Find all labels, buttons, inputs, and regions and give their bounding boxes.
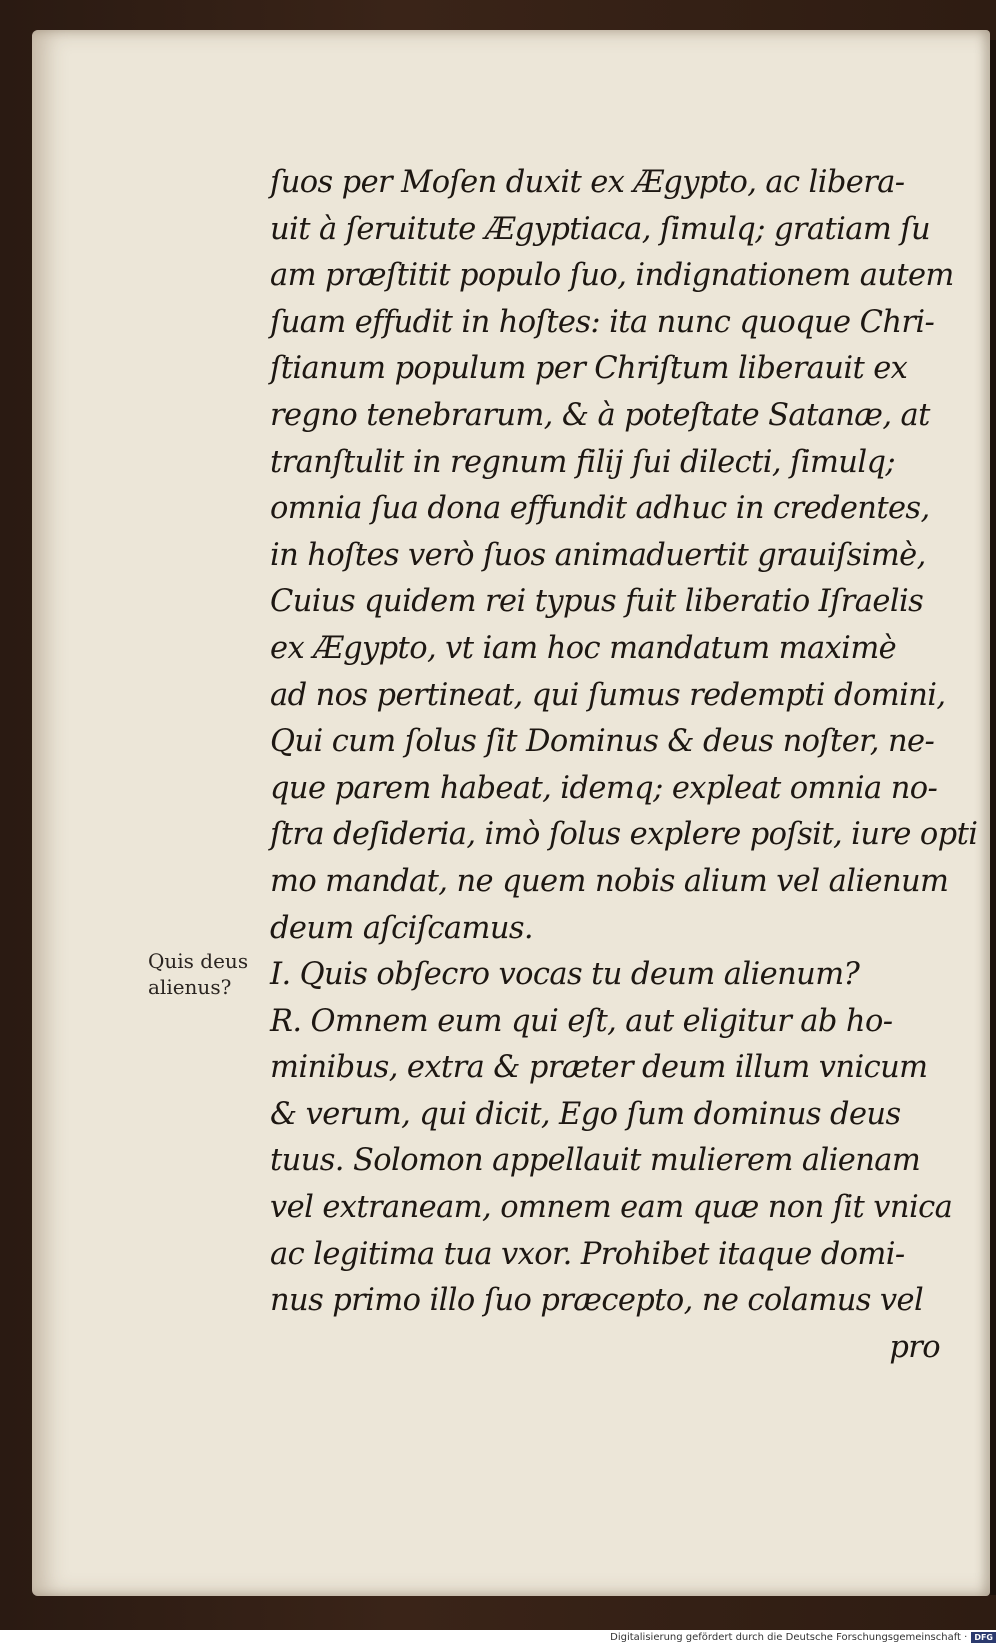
text-line: minibus, extra & præter deum illum vnicum — [270, 1050, 928, 1086]
text-line: I. Quis obſecro vocas tu deum alienum? — [270, 957, 860, 993]
text-line: deum aſciſcamus. — [270, 910, 534, 946]
text-line: mo mandat, ne quem nobis alium vel alienum — [270, 863, 949, 899]
text-line: ſuos per Moſen duxit ex Ægypto, ac libera- — [270, 165, 905, 200]
funding-notice: Digitalisierung gefördert durch die Deutsche Forschungsgemeinschaft · — [610, 1632, 968, 1643]
text-line: ſtra deſideria, imò ſolus explere poſsit, iure opti — [270, 817, 978, 853]
margin-note — [148, 948, 268, 1000]
margin-note-line: Quis deus — [148, 949, 249, 973]
text-line: Cuius quidem rei typus fuit liberatio Iſraelis — [270, 584, 924, 620]
text-line: tuus. Solomon appellauit mulierem alienam — [270, 1143, 921, 1179]
catchword: pro — [889, 1329, 940, 1365]
text-line: am præſtitit populo ſuo, indignationem autem — [270, 258, 954, 294]
text-line: ad nos pertineat, qui ſumus redempti domini, — [270, 677, 946, 713]
text-line: in hoſtes verò ſuos animaduertit grauiſsimè, — [270, 537, 926, 573]
text-line: & verum, qui dicit, Ego ſum dominus deus — [270, 1096, 901, 1132]
text-line: ſtianum populum per Chriſtum liberauit ex — [270, 351, 908, 387]
text-line: ex Ægypto, vt iam hoc mandatum maximè — [270, 630, 897, 666]
page-edge-shadow — [990, 40, 996, 1595]
text-line: regno tenebrarum, & à poteſtate Satanæ, at — [270, 397, 930, 433]
text-line: omnia ſua dona effundit adhuc in credentes, — [270, 491, 930, 527]
footer-bar — [0, 1630, 1000, 1645]
text-line: R. Omnem eum qui eſt, aut eligitur ab ho- — [270, 1003, 893, 1039]
text-line: ſuam effudit in hoſtes: ita nunc quoque Chri- — [270, 304, 935, 340]
margin-note-line: alienus? — [148, 975, 232, 999]
text-line: vel extraneam, omnem eam quæ non ſit vnica — [270, 1190, 953, 1226]
text-line: ac legitima tua vxor. Prohibet itaque domi- — [270, 1236, 905, 1272]
text-line: Qui cum ſolus ſit Dominus & deus noſter, ne- — [270, 724, 935, 760]
text-line: nus primo illo ſuo præcepto, ne colamus vel — [270, 1283, 924, 1319]
body-text — [270, 160, 978, 1371]
text-line: tranſtulit in regnum filij ſui dilecti, ſimulq; — [270, 444, 896, 480]
text-line: que parem habeat, idemq; expleat omnia no- — [270, 770, 938, 806]
text-line: uit à ſeruitute Ægyptiaca, ſimulq; gratiam ſu — [270, 211, 930, 247]
dfg-logo: DFG — [971, 1632, 996, 1643]
